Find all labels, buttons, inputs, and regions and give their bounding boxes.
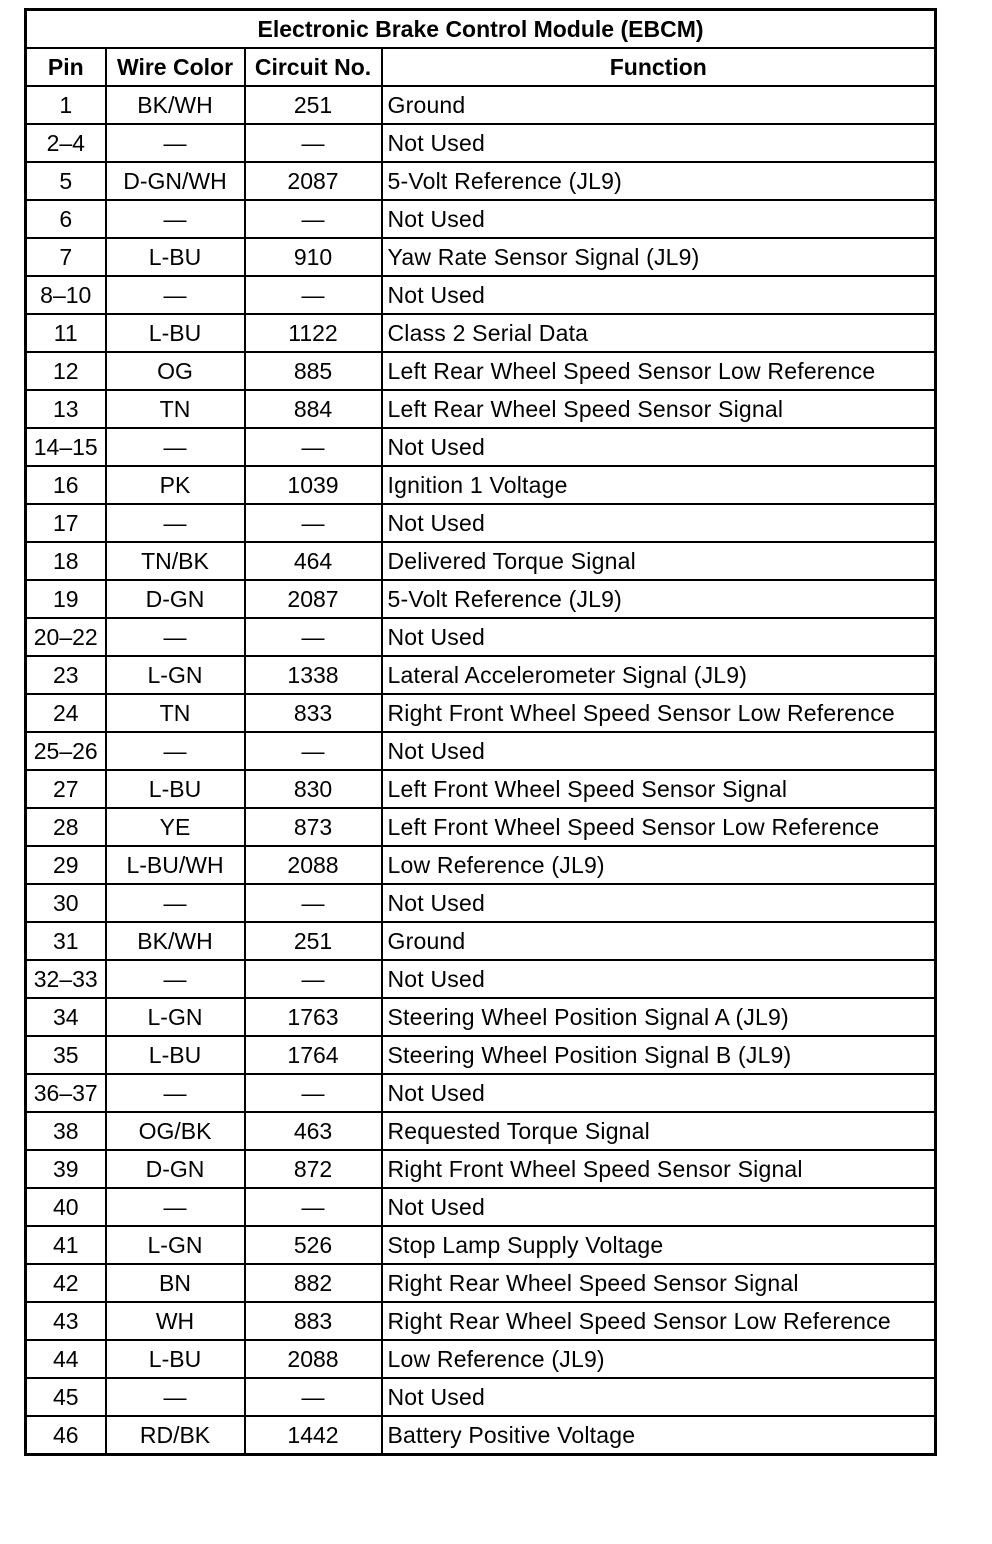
circuit-cell: 2087 xyxy=(245,580,382,618)
pin-cell: 31 xyxy=(26,922,106,960)
table-row xyxy=(26,1264,936,1302)
wire-color-cell: L-GN xyxy=(106,998,245,1036)
table-row xyxy=(26,732,936,770)
circuit-cell: 883 xyxy=(245,1302,382,1340)
pin-cell: 44 xyxy=(26,1340,106,1378)
function-cell: Delivered Torque Signal xyxy=(382,542,936,580)
circuit-cell: 830 xyxy=(245,770,382,808)
function-cell: Ground xyxy=(382,86,936,124)
function-cell: Left Rear Wheel Speed Sensor Low Reference xyxy=(382,352,936,390)
circuit-cell: 2087 xyxy=(245,162,382,200)
table-row xyxy=(26,1340,936,1378)
wire-color-cell: RD/BK xyxy=(106,1416,245,1455)
table-row xyxy=(26,1112,936,1150)
table-row xyxy=(26,390,936,428)
circuit-cell: 251 xyxy=(245,922,382,960)
pin-cell: 27 xyxy=(26,770,106,808)
table-header xyxy=(26,10,936,87)
wire-color-cell: L-BU xyxy=(106,314,245,352)
pin-cell: 32–33 xyxy=(26,960,106,998)
circuit-cell: — xyxy=(245,1378,382,1416)
function-cell: Not Used xyxy=(382,200,936,238)
table-body xyxy=(26,86,936,1455)
pin-cell: 34 xyxy=(26,998,106,1036)
pin-cell: 17 xyxy=(26,504,106,542)
pin-cell: 5 xyxy=(26,162,106,200)
wire-color-cell: — xyxy=(106,428,245,466)
pin-cell: 25–26 xyxy=(26,732,106,770)
pin-cell: 7 xyxy=(26,238,106,276)
table-row xyxy=(26,960,936,998)
circuit-cell: — xyxy=(245,1074,382,1112)
wire-color-cell: BK/WH xyxy=(106,86,245,124)
function-cell: Battery Positive Voltage xyxy=(382,1416,936,1455)
circuit-cell: 873 xyxy=(245,808,382,846)
table-row xyxy=(26,86,936,124)
function-cell: Not Used xyxy=(382,504,936,542)
function-cell: Ground xyxy=(382,922,936,960)
wire-color-cell: — xyxy=(106,1074,245,1112)
pin-cell: 24 xyxy=(26,694,106,732)
table-row xyxy=(26,1378,936,1416)
wire-color-cell: L-BU xyxy=(106,770,245,808)
function-cell: Steering Wheel Position Signal A (JL9) xyxy=(382,998,936,1036)
wire-color-cell: TN xyxy=(106,694,245,732)
pin-cell: 14–15 xyxy=(26,428,106,466)
circuit-cell: 833 xyxy=(245,694,382,732)
wire-color-cell: — xyxy=(106,732,245,770)
function-cell: Not Used xyxy=(382,276,936,314)
pin-cell: 23 xyxy=(26,656,106,694)
circuit-cell: 1764 xyxy=(245,1036,382,1074)
pin-cell: 28 xyxy=(26,808,106,846)
function-cell: Not Used xyxy=(382,428,936,466)
circuit-cell: 872 xyxy=(245,1150,382,1188)
pin-cell: 1 xyxy=(26,86,106,124)
wire-color-cell: WH xyxy=(106,1302,245,1340)
wire-color-cell: — xyxy=(106,618,245,656)
circuit-cell: 885 xyxy=(245,352,382,390)
table-row xyxy=(26,314,936,352)
function-cell: Low Reference (JL9) xyxy=(382,846,936,884)
wire-color-cell: — xyxy=(106,884,245,922)
wire-color-cell: — xyxy=(106,200,245,238)
pin-cell: 29 xyxy=(26,846,106,884)
column-header-pin: Pin xyxy=(26,48,106,86)
function-cell: Not Used xyxy=(382,1188,936,1226)
wire-color-cell: OG/BK xyxy=(106,1112,245,1150)
wire-color-cell: D-GN xyxy=(106,1150,245,1188)
pin-cell: 16 xyxy=(26,466,106,504)
circuit-cell: 1039 xyxy=(245,466,382,504)
pin-cell: 2–4 xyxy=(26,124,106,162)
pin-cell: 41 xyxy=(26,1226,106,1264)
function-cell: Right Front Wheel Speed Sensor Low Reference xyxy=(382,694,936,732)
function-cell: Not Used xyxy=(382,618,936,656)
function-cell: Yaw Rate Sensor Signal (JL9) xyxy=(382,238,936,276)
function-cell: Class 2 Serial Data xyxy=(382,314,936,352)
wire-color-cell: BK/WH xyxy=(106,922,245,960)
pin-cell: 12 xyxy=(26,352,106,390)
wire-color-cell: TN/BK xyxy=(106,542,245,580)
wire-color-cell: L-GN xyxy=(106,656,245,694)
table-row xyxy=(26,998,936,1036)
circuit-cell: — xyxy=(245,884,382,922)
pin-cell: 6 xyxy=(26,200,106,238)
pin-cell: 36–37 xyxy=(26,1074,106,1112)
circuit-cell: — xyxy=(245,200,382,238)
pin-cell: 30 xyxy=(26,884,106,922)
function-cell: Right Rear Wheel Speed Sensor Signal xyxy=(382,1264,936,1302)
table-row xyxy=(26,1416,936,1455)
table-row xyxy=(26,466,936,504)
function-cell: Requested Torque Signal xyxy=(382,1112,936,1150)
pin-cell: 18 xyxy=(26,542,106,580)
pin-cell: 8–10 xyxy=(26,276,106,314)
table-row xyxy=(26,428,936,466)
circuit-cell: 2088 xyxy=(245,1340,382,1378)
table-row xyxy=(26,124,936,162)
circuit-cell: 251 xyxy=(245,86,382,124)
pin-cell: 40 xyxy=(26,1188,106,1226)
table-row xyxy=(26,884,936,922)
wire-color-cell: OG xyxy=(106,352,245,390)
table-row xyxy=(26,200,936,238)
pin-cell: 42 xyxy=(26,1264,106,1302)
wire-color-cell: — xyxy=(106,1378,245,1416)
wire-color-cell: L-BU xyxy=(106,238,245,276)
wire-color-cell: L-BU/WH xyxy=(106,846,245,884)
column-header-function: Function xyxy=(382,48,936,86)
wire-color-cell: D-GN xyxy=(106,580,245,618)
ebcm-pinout-table xyxy=(24,8,937,1456)
pin-cell: 38 xyxy=(26,1112,106,1150)
function-cell: 5-Volt Reference (JL9) xyxy=(382,162,936,200)
circuit-cell: 464 xyxy=(245,542,382,580)
table-row xyxy=(26,1302,936,1340)
function-cell: Steering Wheel Position Signal B (JL9) xyxy=(382,1036,936,1074)
table-row xyxy=(26,276,936,314)
table-row xyxy=(26,808,936,846)
circuit-cell: 463 xyxy=(245,1112,382,1150)
table-row xyxy=(26,846,936,884)
column-header-row xyxy=(26,48,936,86)
circuit-cell: — xyxy=(245,960,382,998)
circuit-cell: 910 xyxy=(245,238,382,276)
circuit-cell: — xyxy=(245,504,382,542)
table-row xyxy=(26,504,936,542)
function-cell: 5-Volt Reference (JL9) xyxy=(382,580,936,618)
wire-color-cell: PK xyxy=(106,466,245,504)
table-row xyxy=(26,580,936,618)
wire-color-cell: D-GN/WH xyxy=(106,162,245,200)
table-row xyxy=(26,1074,936,1112)
function-cell: Ignition 1 Voltage xyxy=(382,466,936,504)
table-row xyxy=(26,922,936,960)
circuit-cell: — xyxy=(245,124,382,162)
circuit-cell: — xyxy=(245,428,382,466)
pin-cell: 11 xyxy=(26,314,106,352)
table-row xyxy=(26,352,936,390)
pin-cell: 43 xyxy=(26,1302,106,1340)
wire-color-cell: — xyxy=(106,124,245,162)
function-cell: Left Front Wheel Speed Sensor Low Reference xyxy=(382,808,936,846)
circuit-cell: — xyxy=(245,1188,382,1226)
wire-color-cell: — xyxy=(106,276,245,314)
table-row xyxy=(26,542,936,580)
circuit-cell: 526 xyxy=(245,1226,382,1264)
column-header-wire-color: Wire Color xyxy=(106,48,245,86)
function-cell: Not Used xyxy=(382,124,936,162)
function-cell: Right Rear Wheel Speed Sensor Low Reference xyxy=(382,1302,936,1340)
wire-color-cell: L-GN xyxy=(106,1226,245,1264)
circuit-cell: 2088 xyxy=(245,846,382,884)
table-row xyxy=(26,1188,936,1226)
function-cell: Stop Lamp Supply Voltage xyxy=(382,1226,936,1264)
table-row xyxy=(26,1226,936,1264)
circuit-cell: 1338 xyxy=(245,656,382,694)
pin-cell: 45 xyxy=(26,1378,106,1416)
pin-cell: 19 xyxy=(26,580,106,618)
function-cell: Not Used xyxy=(382,1378,936,1416)
wire-color-cell: L-BU xyxy=(106,1036,245,1074)
function-cell: Right Front Wheel Speed Sensor Signal xyxy=(382,1150,936,1188)
circuit-cell: 1122 xyxy=(245,314,382,352)
pin-cell: 46 xyxy=(26,1416,106,1455)
function-cell: Left Front Wheel Speed Sensor Signal xyxy=(382,770,936,808)
table-row xyxy=(26,1150,936,1188)
wire-color-cell: — xyxy=(106,504,245,542)
wire-color-cell: L-BU xyxy=(106,1340,245,1378)
table-row xyxy=(26,162,936,200)
circuit-cell: 1763 xyxy=(245,998,382,1036)
table-title: Electronic Brake Control Module (EBCM) xyxy=(26,10,936,49)
function-cell: Low Reference (JL9) xyxy=(382,1340,936,1378)
wire-color-cell: BN xyxy=(106,1264,245,1302)
table-row xyxy=(26,694,936,732)
table-row xyxy=(26,770,936,808)
table-row xyxy=(26,238,936,276)
function-cell: Not Used xyxy=(382,960,936,998)
circuit-cell: — xyxy=(245,732,382,770)
wire-color-cell: TN xyxy=(106,390,245,428)
pin-cell: 39 xyxy=(26,1150,106,1188)
wire-color-cell: — xyxy=(106,960,245,998)
column-header-circuit: Circuit No. xyxy=(245,48,382,86)
function-cell: Not Used xyxy=(382,1074,936,1112)
function-cell: Not Used xyxy=(382,732,936,770)
function-cell: Left Rear Wheel Speed Sensor Signal xyxy=(382,390,936,428)
pin-cell: 13 xyxy=(26,390,106,428)
wire-color-cell: — xyxy=(106,1188,245,1226)
function-cell: Lateral Accelerometer Signal (JL9) xyxy=(382,656,936,694)
pin-cell: 35 xyxy=(26,1036,106,1074)
function-cell: Not Used xyxy=(382,884,936,922)
circuit-cell: 882 xyxy=(245,1264,382,1302)
circuit-cell: — xyxy=(245,618,382,656)
circuit-cell: 1442 xyxy=(245,1416,382,1455)
table-row xyxy=(26,656,936,694)
circuit-cell: — xyxy=(245,276,382,314)
table-row xyxy=(26,1036,936,1074)
circuit-cell: 884 xyxy=(245,390,382,428)
title-row xyxy=(26,10,936,49)
pin-cell: 20–22 xyxy=(26,618,106,656)
table-row xyxy=(26,618,936,656)
wire-color-cell: YE xyxy=(106,808,245,846)
